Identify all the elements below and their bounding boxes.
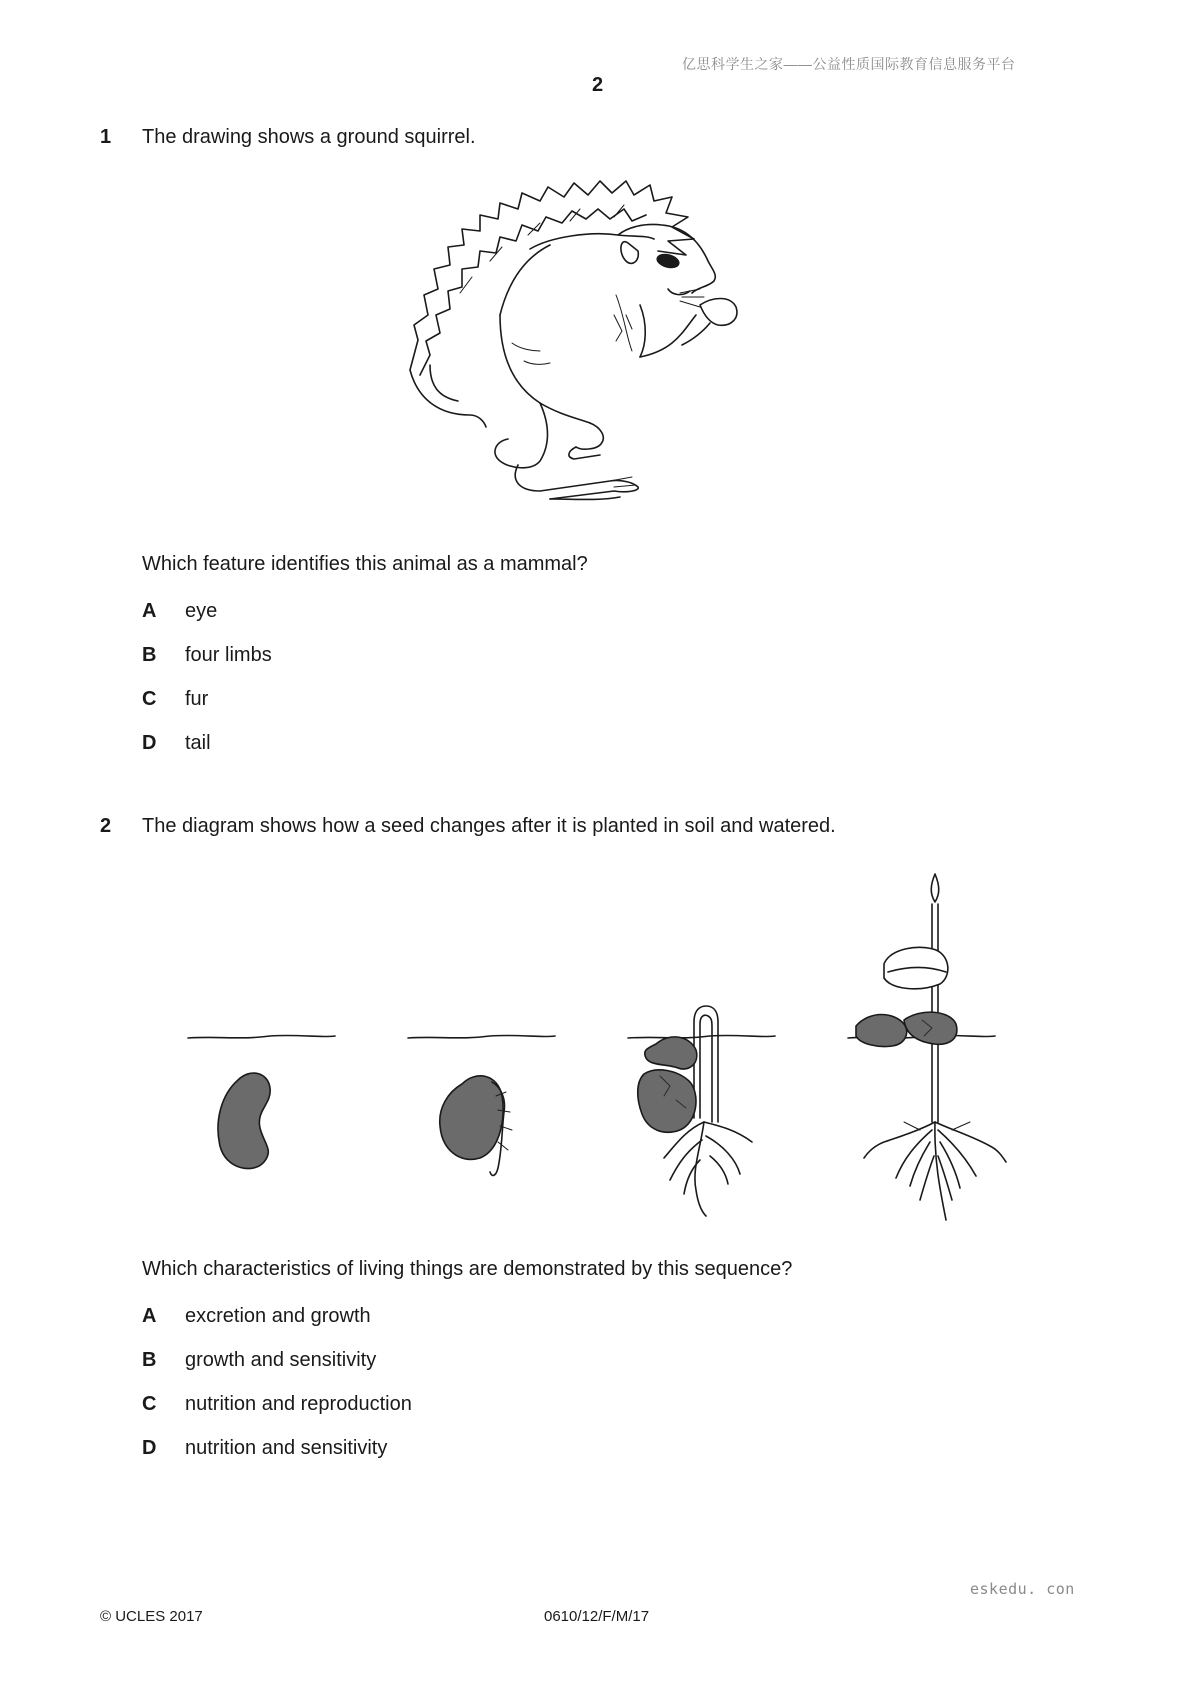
page-number: 2 <box>592 74 604 96</box>
question-1-number: 1 <box>100 126 112 148</box>
q2-option-b-letter[interactable]: B <box>142 1349 157 1371</box>
q2-option-a-letter[interactable]: A <box>142 1305 157 1327</box>
q2-option-d-text[interactable]: nutrition and sensitivity <box>185 1437 388 1459</box>
footer-copyright: © UCLES 2017 <box>100 1608 203 1625</box>
seed-stage-3 <box>628 1006 775 1216</box>
seed-germination-sequence <box>180 860 1040 1240</box>
q1-option-d-text[interactable]: tail <box>185 732 211 754</box>
q1-option-a-text[interactable]: eye <box>185 600 218 622</box>
q1-option-a-letter[interactable]: A <box>142 600 157 622</box>
ground-squirrel-drawing <box>400 165 800 535</box>
question-1-stem: The drawing shows a ground squirrel. <box>142 126 476 148</box>
seed-stage-1 <box>188 1035 335 1168</box>
q2-option-c-letter[interactable]: C <box>142 1393 157 1415</box>
q2-option-c-text[interactable]: nutrition and reproduction <box>185 1393 412 1415</box>
q1-option-c-letter[interactable]: C <box>142 688 157 710</box>
q1-option-b-text[interactable]: four limbs <box>185 644 272 666</box>
q1-option-d-letter[interactable]: D <box>142 732 157 754</box>
question-1-prompt: Which feature identifies this animal as a mammal? <box>142 553 588 575</box>
footer-paper-code: 0610/12/F/M/17 <box>544 1608 650 1625</box>
header-watermark: 亿思科学生之家——公益性质国际教育信息服务平台 <box>682 56 1016 72</box>
question-2-prompt: Which characteristics of living things are demonstrated by this sequence? <box>142 1258 793 1280</box>
q1-option-b-letter[interactable]: B <box>142 644 157 666</box>
question-2-number: 2 <box>100 815 112 837</box>
q2-option-d-letter[interactable]: D <box>142 1437 157 1459</box>
question-2-stem: The diagram shows how a seed changes after it is planted in soil and watered. <box>142 815 836 837</box>
q2-option-a-text[interactable]: excretion and growth <box>185 1305 371 1327</box>
seed-stage-2 <box>408 1035 555 1175</box>
seed-stage-4 <box>848 874 1006 1220</box>
q1-option-c-text[interactable]: fur <box>185 688 209 710</box>
q2-option-b-text[interactable]: growth and sensitivity <box>185 1349 377 1371</box>
footer-watermark: eskedu. con <box>970 1580 1075 1598</box>
